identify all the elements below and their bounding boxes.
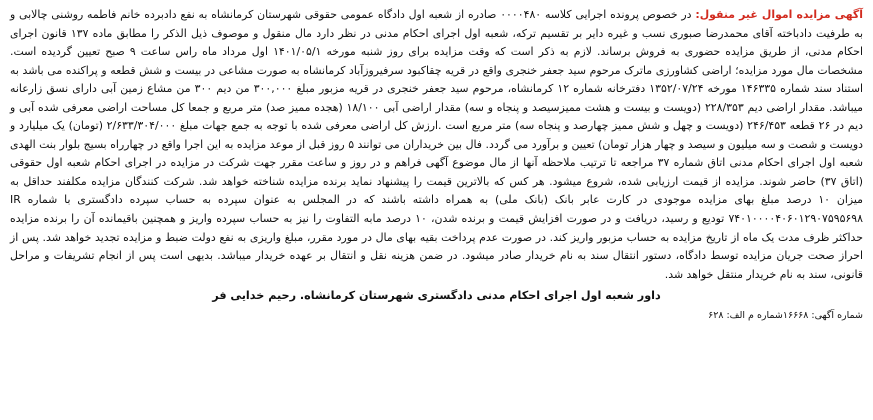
notice-footer: شماره آگهی: ۱۶۶۶۸شماره م الف: ۶۲۸ [708, 310, 863, 322]
notice-body: در خصوص پرونده اجرایی کلاسه ۰۰۰۰۴۸۰ صادره از شعبه اول دادگاه عمومی حقوقی شهرستان کرمانشاه به نفع دادبرده خانم فاطمه روشنی چالابی و به طرفیت دادباخته آقای محمدرضا صبوری نسب و غیره دایر بر تقسیم ترکه، شعبه اول اجرای احکام مدنی در نظر دارد مال منقول و موصوف ذیل الذکر را مطابق ماده ۱۳۷ قانون اجرای احکام مدنی، از طریق مزایده حضوری به فروش برساند. لازم به ذکر است که وقت مزایده برای روز شنبه مورخه ۱۴۰۱/۰۵/۱ اول مرداد ماه راس ساعت ۹ صبح تعیین گردیده است. مشخصات مال مورد مزایده؛ اراضی کشاورزی ماترک مرحوم سید جعفر خنجری واقع در قریه چقاکبود سرفیروزآباد کرمانشاه به صورت مشاعی در بیست و شش قطعه و پراکنده می باشد به استناد سند شماره ۱۴۶۳۳۵ مورخه ۱۳۵۲/۰۷/۲۴ دفترخانه شماره ۱۲ کرمانشاه، مرحوم سید جعفر خنجری در قریه مزبور مبلغ ۳۰۰,۰۰۰ من دیم ۳۰۰ من مشاع زمین آبی دارای نسق زارعانه میباشد. مقدار اراضی دیم ۲۲۸/۳۵۳ (دویست و بیست و هشت ممیزسیصد و پنجاه و سه) مقدار اراضی آبی ۱۸/۱۰۰ (هجده ممیز صد) متر مربع و جمعا کل مساحت اراضی معرفی شده آبی و دیم در ۲۶ قطعه ۲۴۶/۴۵۳ (دویست و چهل و شش ممیز چهارصد و پنجاه سه) متر مربع است .ارزش کل اراضی معرفی شده با توجه به جمع جهات مبلغ ۲/۶۳۳/۳۰۴/۰۰۰ (تومان) یک میلیارد و دویست و شصت و سه میلیون و سیصد و چهار هزار تومان) تعیین و برآورد می گردد. فال بین خریداران می توانند ۵ روز قبل از موعد مزایده به این اجرا واقع در چهارراه بسیج بلوار بنت الهدی شعبه اول اجرای احکام مدنی اتاق شماره ۳۷ مراجعه تا ترتیب ملاحظه آنها از مال موضوع آگهی فراهم و در روز و ساعت مقرر جهت شرکت در مزایده در اجرای احکام شعبه اول حقوقی (اتاق ۳۷) حاضر شوند. مزایده از قیمت ارزیابی شده، شروع میشود. هر کس که بالاترین قیمت را پیشنهاد نماید برنده مزایده شناخته خواهد شد. شرکت کنندگان مزایده مکلفند حداقل به میزان ۱۰ درصد مبلغ بهای مزایده موجودی در کارت عابر بانک (بانک ملی) به همراه داشته باشند که در المجلس به عنوان سپرده به حساب سپرده دادگستری با شماره IR ۷۴۰۱۰۰۰۰۴۰۶۰۱۲۹۰۷۵۹۵۶۹۸ تودیع و رسید، دریافت و در صورت افزایش قیمت و برنده شدن، ۱۰ درصد مابه التفاوت را نیز به حساب سپرده واریز و همچنین باقیمانده آن را برنده مزایده حداکثر ظرف مدت یک ماه از تاریخ مزایده به حساب مزبور واریز کند. در صورت عدم پرداخت بقیه بهای مال در مورد مقرر، مبلغ واریزی به نفع دولت ضبط و مزایده تجدید خواهد شد. پس از احراز صحت جریان مزایده توسط دادگاه، دستور انتقال سند به نام خریدار صادر میشود. در ضمن هزینه نقل و انتقال بر عهده خریدار میباشد. بدیهی است پس از انجام تشریفات و مراحل قانونی، سند به نام خریدار منتقل خواهد شد. [10, 8, 864, 281]
notice-signature: داور شعبه اول اجرای احکام مدنی دادگستری شهرستان کرمانشاه. رحیم خدایی فر [212, 289, 661, 303]
auction-notice [6, 6, 867, 414]
notice-title: آگهی مزایده اموال غیر منقول: [695, 8, 863, 21]
notice-body-paragraph [10, 6, 863, 284]
